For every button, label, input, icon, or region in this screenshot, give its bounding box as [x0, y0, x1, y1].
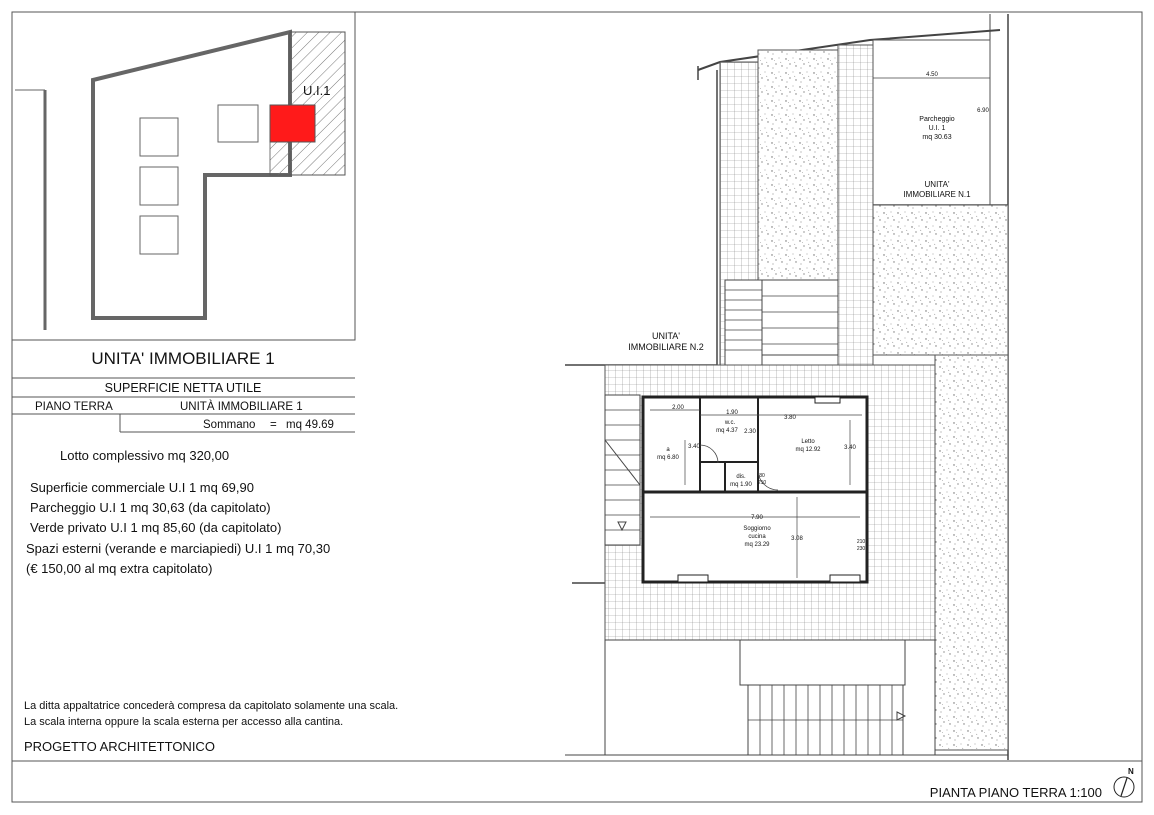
- unit-2-line-2: IMMOBILIARE N.2: [628, 342, 704, 352]
- sum-label: Sommano: [203, 419, 256, 431]
- dim-2-00: 2.00: [672, 405, 684, 411]
- key-plan: [12, 12, 355, 340]
- parking-width: 4.50: [926, 72, 938, 78]
- info-line-4: Spazi esterni (verande e marciapiedi) U.I 1 mq 70,30: [26, 541, 331, 556]
- window-height: 210: [856, 539, 866, 545]
- sum-value: mq 49.69: [286, 419, 334, 431]
- north-label: N: [1128, 767, 1134, 776]
- dim-3-40-left: 3.40: [688, 444, 700, 450]
- dis-area: mq 1.90: [730, 482, 752, 488]
- unit-1-line-1: UNITA': [924, 180, 950, 189]
- unit-1-hatched-area: [290, 32, 345, 175]
- dim-3-08: 3.08: [791, 536, 803, 542]
- wc-area: mq 4.37: [716, 428, 738, 434]
- title-block: [12, 349, 355, 432]
- house-outline: [643, 397, 867, 582]
- window-height-2: 230: [856, 546, 866, 552]
- unit-label: UNITÀ IMMOBILIARE 1: [180, 401, 303, 413]
- dim-3-40-right: 3.40: [844, 445, 856, 451]
- parking-depth: 6.90: [977, 108, 989, 114]
- door-height: 210: [757, 480, 767, 486]
- surface-subtitle: SUPERFICIE NETTA UTILE: [104, 381, 262, 395]
- wc-name: w.c.: [724, 420, 736, 426]
- info-line-1: Superficie commerciale U.I 1 mq 69,90: [30, 480, 254, 495]
- dis-name: dis.: [736, 474, 746, 480]
- unit-title: UNITA' IMMOBILIARE 1: [91, 349, 275, 368]
- unit-1-line-2: IMMOBILIARE N.1: [903, 190, 971, 199]
- parking-area-value: mq 30.63: [922, 134, 952, 141]
- parking-unit: U.I. 1: [928, 125, 946, 132]
- floor-label: PIANO TERRA: [35, 401, 113, 413]
- key-plan-unit-label: U.I.1: [303, 83, 331, 98]
- room-a-area: mq 6.80: [657, 455, 679, 461]
- note-line-1: La ditta appaltatrice concederà compresa da capitolato solamente una scala.: [24, 700, 399, 712]
- unit-1-highlight: [270, 105, 315, 142]
- project-label: PROGETTO ARCHITETTONICO: [24, 739, 215, 754]
- dim-2-30: 2.30: [744, 429, 756, 435]
- info-line-2: Parcheggio U.I 1 mq 30,63 (da capitolato): [30, 500, 271, 515]
- living-name-2: cucina: [748, 534, 766, 540]
- unit-2-line-1: UNITA': [651, 331, 681, 341]
- room-a-name: a: [666, 447, 670, 453]
- door-width: 80: [759, 473, 765, 479]
- floor-plan: [565, 14, 1008, 760]
- living-area: mq 23.29: [744, 542, 770, 548]
- dim-3-80: 3.80: [784, 415, 796, 421]
- dim-7-90: 7.90: [751, 515, 763, 521]
- bedroom-area: mq 12.92: [795, 447, 821, 453]
- sum-equals: =: [270, 419, 277, 431]
- info-line-5: (€ 150,00 al mq extra capitolato): [26, 561, 213, 576]
- north-arrow-icon: [1114, 767, 1134, 797]
- scale-caption: PIANTA PIANO TERRA 1:100: [929, 785, 1102, 800]
- bedroom-name: Letto: [801, 439, 815, 445]
- lotto-total: Lotto complessivo mq 320,00: [60, 448, 230, 463]
- parking-label: Parcheggio: [919, 116, 955, 123]
- info-text: [24, 448, 398, 754]
- living-name-1: Soggiorno: [743, 526, 771, 532]
- dim-1-90: 1.90: [726, 410, 738, 416]
- info-line-3: Verde privato U.I 1 mq 85,60 (da capitolato): [30, 520, 282, 535]
- note-line-2: La scala interna oppure la scala esterna per accesso alla cantina.: [24, 716, 344, 728]
